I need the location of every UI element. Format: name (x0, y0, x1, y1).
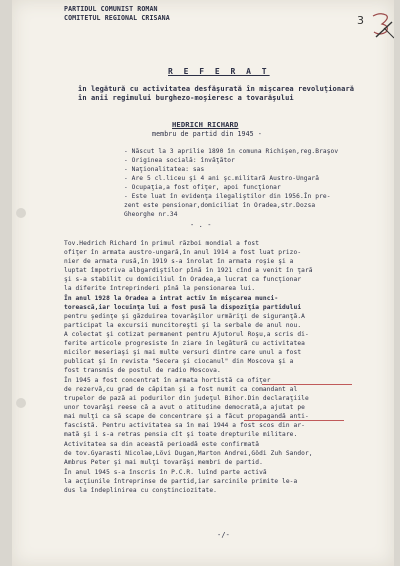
body-line: unor tovarăşi reese că a avut o atitudine democrată,a ajutat pe (64, 404, 305, 411)
person-name: HEDRICH RICHARD (172, 120, 239, 129)
body-line: ferite articole progresiste în ziare în legătură cu activitatea (64, 340, 305, 347)
fact-line: - Este luat în evidenţa ilegaliştilor din 1956.În pre- (124, 193, 331, 200)
body-line: mai mulţi ca să scape de concentrare şi a făcut propagandă anti- (64, 413, 309, 420)
body-line: luptat împotriva albgardiştilor pînă în 1921 cînd a venit în ţară (64, 267, 313, 274)
punch-hole-bottom (16, 398, 26, 408)
page-number: 3 (357, 14, 364, 27)
fact-line: - Originea socială: învăţător (124, 157, 235, 164)
body-line: Activitatea sa din această perioadă este confirmată (64, 441, 260, 448)
body-line: pentru şedinţe şi găzduirea tovarăşilor urmăriţi de siguranţă.A (64, 313, 305, 320)
body-line: trupelor de pază ai podurilor din judeţul Bihor.Din declaraţiile (64, 395, 309, 402)
membership-line: membru de partid din 1945 - (152, 130, 262, 138)
fact-line: zent este pensionar,domiciliat în Oradea,str.Dozsa (124, 202, 316, 209)
body-line: şi s-a stabilit cu domiciliul în Oradea,a lucrat ca funcţionar (64, 276, 302, 283)
header-party: PARTIDUL COMUNIST ROMAN (64, 5, 158, 13)
body-line: fost transmis de postul de radio Moscova. (64, 367, 221, 374)
body-line: dus la îndeplinirea cu conştinciozitate. (64, 487, 218, 494)
document-page (12, 0, 394, 566)
fact-line: - Născut la 3 aprilie 1890 în comuna Richişen,reg.Braşov (124, 148, 339, 155)
subject-line-1: în legătură cu activitatea desfăşurată în mişcarea revoluţionară (78, 85, 355, 93)
red-underline (244, 420, 344, 421)
separator: - . - (190, 221, 212, 229)
body-line: participat la excursii muncitoreşti şi la serbale de anul nou. (64, 322, 302, 329)
body-line: Ambrus Peter şi mai mulţi tovarăşi membri de partid. (64, 459, 263, 466)
body-line: de tov.Gyarasti Nicolae,Lövi Dugan,Marton Andrei,Gödi Zuh Sandor, (64, 450, 313, 457)
body-line: de rezervă,cu grad de căpitan şi a fost numit ca comandant al (64, 386, 298, 393)
body-line: Tov.Hedrich Richard în primul război mondial a fost (64, 240, 260, 247)
fact-line: - Naţionalitatea: sas (124, 166, 205, 173)
body-line: torească,iar locuinţa lui a fost pusă la dispoziţia partidului (64, 304, 302, 311)
body-line: la acţiunile întreprinse de partid,iar sarcinile primite le-a (64, 478, 298, 485)
body-line: mată şi i s-a retras pensia cît şi toate drepturile militare. (64, 431, 298, 438)
end-mark: -/- (217, 531, 230, 539)
body-line: În anul 1945 s-a înscris în P.C.R. luînd parte activă (64, 469, 267, 476)
header-committee: COMITETUL REGIONAL CRISANA (64, 14, 170, 22)
body-line: ofiţer în armata austro-ungară,în anul 1914 a fost luat prizo- (64, 249, 302, 256)
body-line: fascistă. Pentru activitatea sa în mai 1944 a fost scos din ar- (64, 422, 305, 429)
punch-hole-top (16, 208, 26, 218)
body-line: În 1945 a fost concentrat în armata hortistă ca ofiţer (64, 377, 271, 384)
fact-line: Gheorghe nr.34 (124, 211, 178, 218)
subject-line-2: în anii regimului burghezo-moşieresc a tovarăşului (78, 94, 294, 102)
body-line: micilor meseriaşi şi mai multe versuri dintre care unul a fost (64, 349, 302, 356)
red-underline (262, 384, 352, 385)
body-line: nier de armata rusă,în 1919 s-a înrolat în armata roşie şi a (64, 258, 294, 265)
body-line: În anul 1928 la Oradea a intrat activ în mişcarea munci- (64, 295, 279, 302)
fact-line: - Ocupaţia,a fost ofiţer, apoi funcţionar (124, 184, 281, 191)
handwritten-mark (370, 10, 394, 40)
fact-line: - Are 5 cl.liceu şi 4 ani şc.militară Austro-Ungară (124, 175, 320, 182)
document-title: R E F E R A T (168, 67, 270, 76)
body-line: A colectat şi cotizat permanent pentru Ajutorul Roşu,a scris di- (64, 331, 309, 338)
body-line: la diferite întreprinderi pînă la pensionarea lui. (64, 285, 256, 292)
body-line: publicat şi în revista "Secera şi ciocanul" din Moscova şi a (64, 358, 294, 365)
